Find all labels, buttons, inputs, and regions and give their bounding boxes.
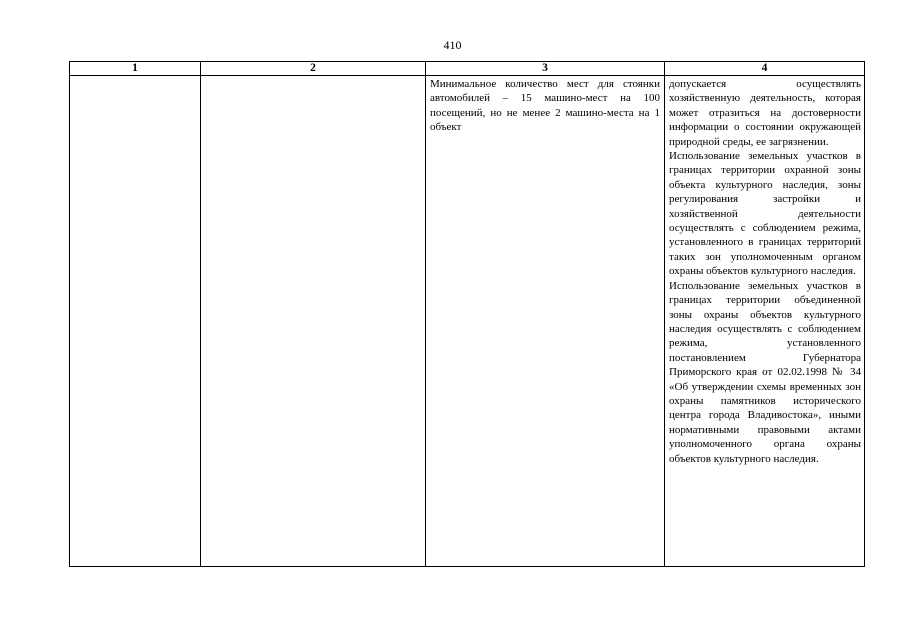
- regulation-table: [69, 61, 865, 567]
- parking-requirement-text: Минимальное количество мест для стоянки автомобилей – 15 машино-мест на 100 посещений, но не менее 2 машино-места на 1 объект: [430, 78, 660, 134]
- restriction-paragraph-1: допускается осуществлять хозяйственную деятельность, которая может отразиться на достоверности информации о состоянии окружающей природной среды, ее загрязнении.: [669, 78, 861, 148]
- column-header-4: 4: [665, 62, 865, 76]
- cell-col-2: [201, 76, 426, 567]
- column-header-1: 1: [70, 62, 201, 76]
- restriction-paragraph-3: Использование земельных участков в границах территории объединенной зоны охраны объектов культурного наследия осуществлять с соблюдением режима, установленного постановлением Губернатора Приморского края от 02.02.1998 № 34 «Об утверждении схемы временных зон охраны памятников исторического центра города Владивостока», иными нормативными правовыми актами уполномоченного органа охраны объектов культурного наследия.: [669, 279, 861, 465]
- cell-col-1: [70, 76, 201, 567]
- table-header-row: [70, 62, 865, 76]
- usage-restrictions-text: [665, 76, 864, 466]
- column-header-2: 2: [201, 62, 426, 76]
- table-row: [70, 76, 865, 567]
- cell-col-4: [665, 76, 865, 567]
- cell-col-3: [426, 76, 665, 567]
- page-number: 410: [443, 38, 462, 52]
- restriction-paragraph-2: Использование земельных участков в границах территории охранной зоны объекта культурного наследия, зоны регулирования застройки и хозяйственной деятельности осуществлять с соблюдением режима, установленного в границах территорий таких зон уполномоченным органом охраны объектов культурного наследия.: [669, 150, 861, 278]
- column-header-3: 3: [426, 62, 665, 76]
